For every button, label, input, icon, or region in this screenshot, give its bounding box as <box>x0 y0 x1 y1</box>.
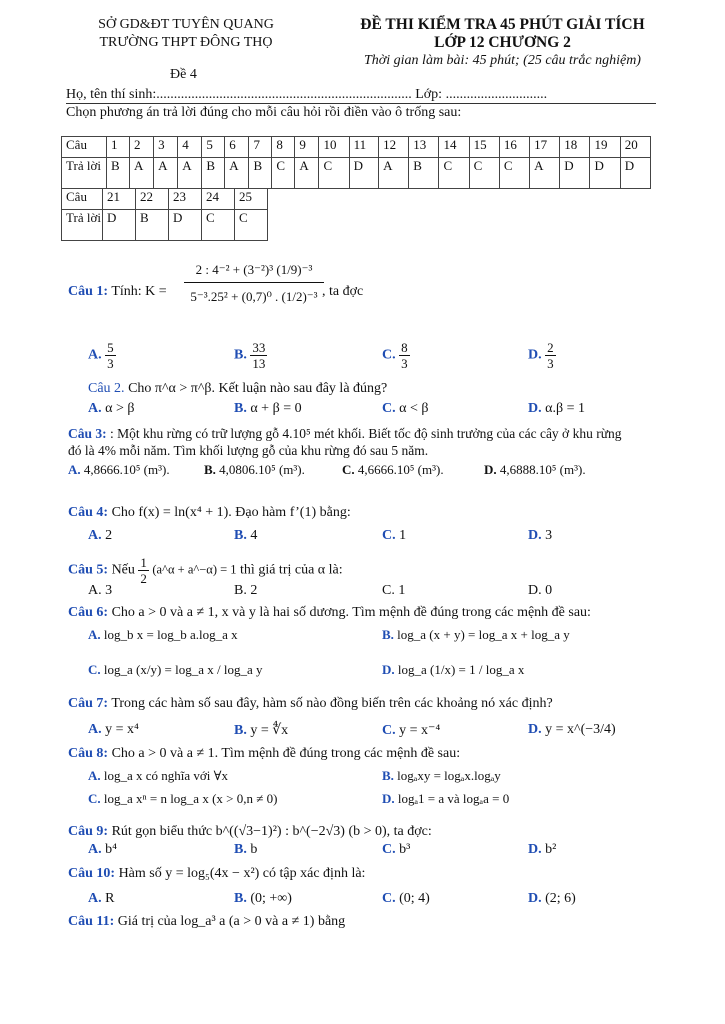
q4-label: Câu 4: <box>68 505 109 520</box>
q5-option-c[interactable]: C. 1 <box>382 583 406 598</box>
question-4 <box>68 505 351 521</box>
question-11 <box>68 914 345 930</box>
answer-cell[interactable]: D <box>349 158 378 189</box>
question-number-cell: 22 <box>136 189 169 210</box>
question-number-cell: 24 <box>202 189 235 210</box>
q5-option-d[interactable]: D. 0 <box>528 583 553 598</box>
q3-text-2: đó là 4% mỗi năm. Tìm khối lượng gỗ của khu rừng đó sau 5 năm. <box>68 443 429 458</box>
question-number-cell: 6 <box>225 137 249 158</box>
q3-option-a[interactable]: A. 4,8666.10⁵ (m³). <box>68 462 170 477</box>
q1-option-d[interactable]: D. $\frac{2}{3}$ <box>528 340 554 371</box>
question-number-cell: 21 <box>103 189 136 210</box>
answer-cell[interactable]: C <box>439 158 469 189</box>
question-number-cell: 16 <box>499 137 529 158</box>
q5-label: Câu 5: <box>68 562 109 578</box>
answer-cell[interactable]: C <box>235 210 268 241</box>
answer-cell[interactable]: A <box>530 158 560 189</box>
question-5: Câu 5: Nếu $\frac{1}{2}$ (a^α + a^−α) = 1 thì giá trị của α là: <box>68 555 343 586</box>
q4-option-d[interactable]: D. 3 <box>528 528 553 543</box>
q8-label: Câu 8: <box>68 746 109 761</box>
q10-label: Câu 10: <box>68 866 116 881</box>
question-number-cell: 25 <box>235 189 268 210</box>
q8-option-b[interactable]: B. logₐxy = logₐx.logₐy <box>382 768 501 783</box>
q2-label: Câu 2. <box>88 381 125 396</box>
q9-option-a[interactable]: A. b⁴ <box>88 842 118 857</box>
answer-table-1 <box>61 136 651 189</box>
answer-cell[interactable]: A <box>379 158 409 189</box>
q1-label: Câu 1: <box>68 284 109 299</box>
exam-title-1: ĐỀ THI KIỂM TRA 45 PHÚT GIẢI TÍCH <box>360 16 645 33</box>
row-label-question: Câu <box>62 137 107 158</box>
q9-text: Rút gọn biểu thức b^((√3−1)²) : b^(−2√3) (b > 0), ta đợc: <box>111 824 432 839</box>
question-number-cell: 9 <box>295 137 319 158</box>
answer-cell[interactable]: D <box>560 158 590 189</box>
q1-option-a[interactable]: A. $\frac{5}{3}$ <box>88 340 114 371</box>
question-number-cell: 18 <box>560 137 590 158</box>
answer-cell[interactable]: D <box>169 210 202 241</box>
question-10 <box>68 866 365 882</box>
q6-option-d[interactable]: D. log_a (1/x) = 1 / log_a x <box>382 662 525 677</box>
exam-title-2: LỚP 12 CHƯƠNG 2 <box>434 34 571 51</box>
q6-label: Câu 6: <box>68 605 109 620</box>
answer-cell[interactable]: A <box>154 158 178 189</box>
question-number-cell: 17 <box>530 137 560 158</box>
answer-cell[interactable]: C <box>202 210 235 241</box>
answer-table-2 <box>61 188 268 241</box>
q9-label: Câu 9: <box>68 824 109 839</box>
q9-option-d[interactable]: D. b² <box>528 842 557 857</box>
q1-text: Tính: K = <box>111 284 167 299</box>
q2-text: Cho π^α > π^β. Kết luận nào sau đây là đúng? <box>128 381 388 396</box>
answer-cell[interactable]: B <box>136 210 169 241</box>
row-label-question: Câu <box>62 189 103 210</box>
q7-option-c[interactable]: C. y = x⁻⁴ <box>382 723 441 738</box>
q8-option-c[interactable]: C. log_a xⁿ = n log_a x (x > 0,n ≠ 0) <box>88 791 278 806</box>
school-name: TRƯỜNG THPT ĐÔNG THỌ <box>99 35 273 50</box>
student-name-line: Họ, tên thí sinh:......................................................................... Lớp: ............................. <box>66 87 548 102</box>
q7-option-b[interactable]: B. y = ∜x <box>234 723 289 738</box>
school-header <box>62 16 310 52</box>
question-number-cell: 23 <box>169 189 202 210</box>
q4-option-c[interactable]: C. 1 <box>382 528 407 543</box>
answer-cell[interactable]: C <box>499 158 529 189</box>
q1-expression <box>184 262 324 305</box>
q6-option-b[interactable]: B. log_a (x + y) = log_a x + log_a y <box>382 627 570 642</box>
row-label-answer: Trả lời <box>62 210 103 241</box>
q10-option-b[interactable]: B. (0; +∞) <box>234 891 292 906</box>
question-number-cell: 7 <box>249 137 272 158</box>
question-number-cell: 4 <box>178 137 202 158</box>
q10-text: Hàm số y = log₅(4x − x²) có tập xác định là: <box>118 866 366 881</box>
question-number-cell: 19 <box>590 137 620 158</box>
question-number-cell: 11 <box>349 137 378 158</box>
q10-option-c[interactable]: C. (0; 4) <box>382 891 430 906</box>
question-number-cell: 14 <box>439 137 469 158</box>
question-number-cell: 1 <box>107 137 130 158</box>
question-number-cell: 8 <box>272 137 295 158</box>
answer-cell[interactable]: A <box>225 158 249 189</box>
question-2 <box>88 381 387 397</box>
q3-label: Câu 3: <box>68 426 107 441</box>
question-6 <box>68 605 591 621</box>
q5-option-b[interactable]: B. 2 <box>234 583 258 598</box>
q7-text: Trong các hàm số sau đây, hàm số nào đồng biến trên các khoảng nó xác định? <box>111 696 553 711</box>
q11-text: Giá trị của log_a³ a (a > 0 và a ≠ 1) bằng <box>117 914 346 929</box>
answer-cell[interactable]: A <box>129 158 153 189</box>
answer-cell[interactable]: C <box>272 158 295 189</box>
answer-cell[interactable]: D <box>103 210 136 241</box>
q2-option-d[interactable]: D. α.β = 1 <box>528 401 585 416</box>
row-label-answer: Trả lời <box>62 158 107 189</box>
question-number-cell: 13 <box>409 137 439 158</box>
q6-option-a[interactable]: A. log_b x = log_b a.log_a x <box>88 627 238 642</box>
answer-cell[interactable]: B <box>249 158 272 189</box>
q9-option-c[interactable]: C. b³ <box>382 842 411 857</box>
question-number-cell: 12 <box>379 137 409 158</box>
question-number-cell: 15 <box>469 137 499 158</box>
q1-numerator: 2 : 4⁻² + (3⁻²)³ (1/9)⁻³ <box>184 262 324 283</box>
q4-option-b[interactable]: B. 4 <box>234 528 258 543</box>
answer-cell[interactable]: B <box>107 158 130 189</box>
question-7 <box>68 696 553 712</box>
q3-option-c[interactable]: C. 4,6666.10⁵ (m³). <box>342 462 444 477</box>
q4-option-a[interactable]: A. 2 <box>88 528 113 543</box>
instruction: Chọn phương án trả lời đúng cho mỗi câu hỏi rồi điền vào ô trống sau: <box>66 105 462 120</box>
q10-option-a[interactable]: A. R <box>88 891 115 906</box>
q4-text: Cho f(x) = ln(x⁴ + 1). Đạo hàm f’(1) bằng: <box>111 505 351 520</box>
q10-option-d[interactable]: D. (2; 6) <box>528 891 576 906</box>
exam-header <box>330 16 675 70</box>
question-number-cell: 2 <box>129 137 153 158</box>
question-8 <box>68 746 460 762</box>
q1-option-b[interactable]: B. $\frac{33}{13}$ <box>234 340 266 371</box>
q1-option-c[interactable]: C. $\frac{8}{3}$ <box>382 340 408 371</box>
answer-cell[interactable]: A <box>295 158 319 189</box>
q8-text: Cho a > 0 và a ≠ 1. Tìm mệnh đề đúng trong các mệnh đề sau: <box>111 746 461 761</box>
question-3 <box>68 425 708 459</box>
answer-cell[interactable]: D <box>590 158 620 189</box>
q1-denominator: 5⁻³.25² + (0,7)⁰ . (1/2)⁻³ <box>190 289 318 304</box>
q8-option-a[interactable]: A. log_a x có nghĩa với ∀x <box>88 768 229 783</box>
answer-cell[interactable]: D <box>620 158 650 189</box>
answer-cell[interactable]: B <box>202 158 225 189</box>
dept-name: SỞ GD&ĐT TUYÊN QUANG <box>98 17 274 32</box>
q3-text: : Một khu rừng có trữ lượng gỗ 4.10⁵ mét khối. Biết tốc độ sinh trưởng của các cây ở khu rừng <box>110 426 622 441</box>
q3-option-d[interactable]: D. 4,6888.10⁵ (m³). <box>484 462 586 477</box>
q2-option-b[interactable]: B. α + β = 0 <box>234 401 302 416</box>
divider <box>66 103 656 104</box>
exam-duration: Thời gian làm bài: 45 phút; (25 câu trắc nghiệm) <box>364 53 641 68</box>
q7-option-a[interactable]: A. y = x⁴ <box>88 722 139 737</box>
q7-label: Câu 7: <box>68 696 109 711</box>
q5-option-a[interactable]: A. 3 <box>88 583 113 598</box>
exam-code: Đề 4 <box>170 67 197 82</box>
answer-cell[interactable]: B <box>409 158 439 189</box>
q11-label: Câu 11: <box>68 914 115 929</box>
question-number-cell: 20 <box>620 137 650 158</box>
answer-cell[interactable]: C <box>319 158 349 189</box>
q8-option-d[interactable]: D. logₐ1 = a và logₐa = 0 <box>382 791 510 806</box>
answer-cell[interactable]: C <box>469 158 499 189</box>
question-number-cell: 10 <box>319 137 349 158</box>
q2-option-c[interactable]: C. α < β <box>382 401 429 416</box>
question-number-cell: 5 <box>202 137 225 158</box>
q6-option-c[interactable]: C. log_a (x/y) = log_a x / log_a y <box>88 662 263 677</box>
q5-text: thì giá trị của α là: <box>240 562 343 578</box>
q3-option-b[interactable]: B. 4,0806.10⁵ (m³). <box>204 462 305 477</box>
q5-pre: Nếu <box>111 562 135 578</box>
q5-expr: (a^α + a^−α) = 1 <box>152 562 237 577</box>
q1-tail: , ta đợc <box>322 284 364 299</box>
q2-option-a[interactable]: A. α > β <box>88 401 135 416</box>
question-9 <box>68 824 432 840</box>
q9-option-b[interactable]: B. b <box>234 842 258 857</box>
question-number-cell: 3 <box>154 137 178 158</box>
q7-option-d[interactable]: D. y = x^(−3/4) <box>528 722 616 737</box>
q6-text: Cho a > 0 và a ≠ 1, x và y là hai số dương. Tìm mệnh đề đúng trong các mệnh đề sau: <box>111 605 591 620</box>
question-1 <box>68 284 167 300</box>
answer-cell[interactable]: A <box>178 158 202 189</box>
